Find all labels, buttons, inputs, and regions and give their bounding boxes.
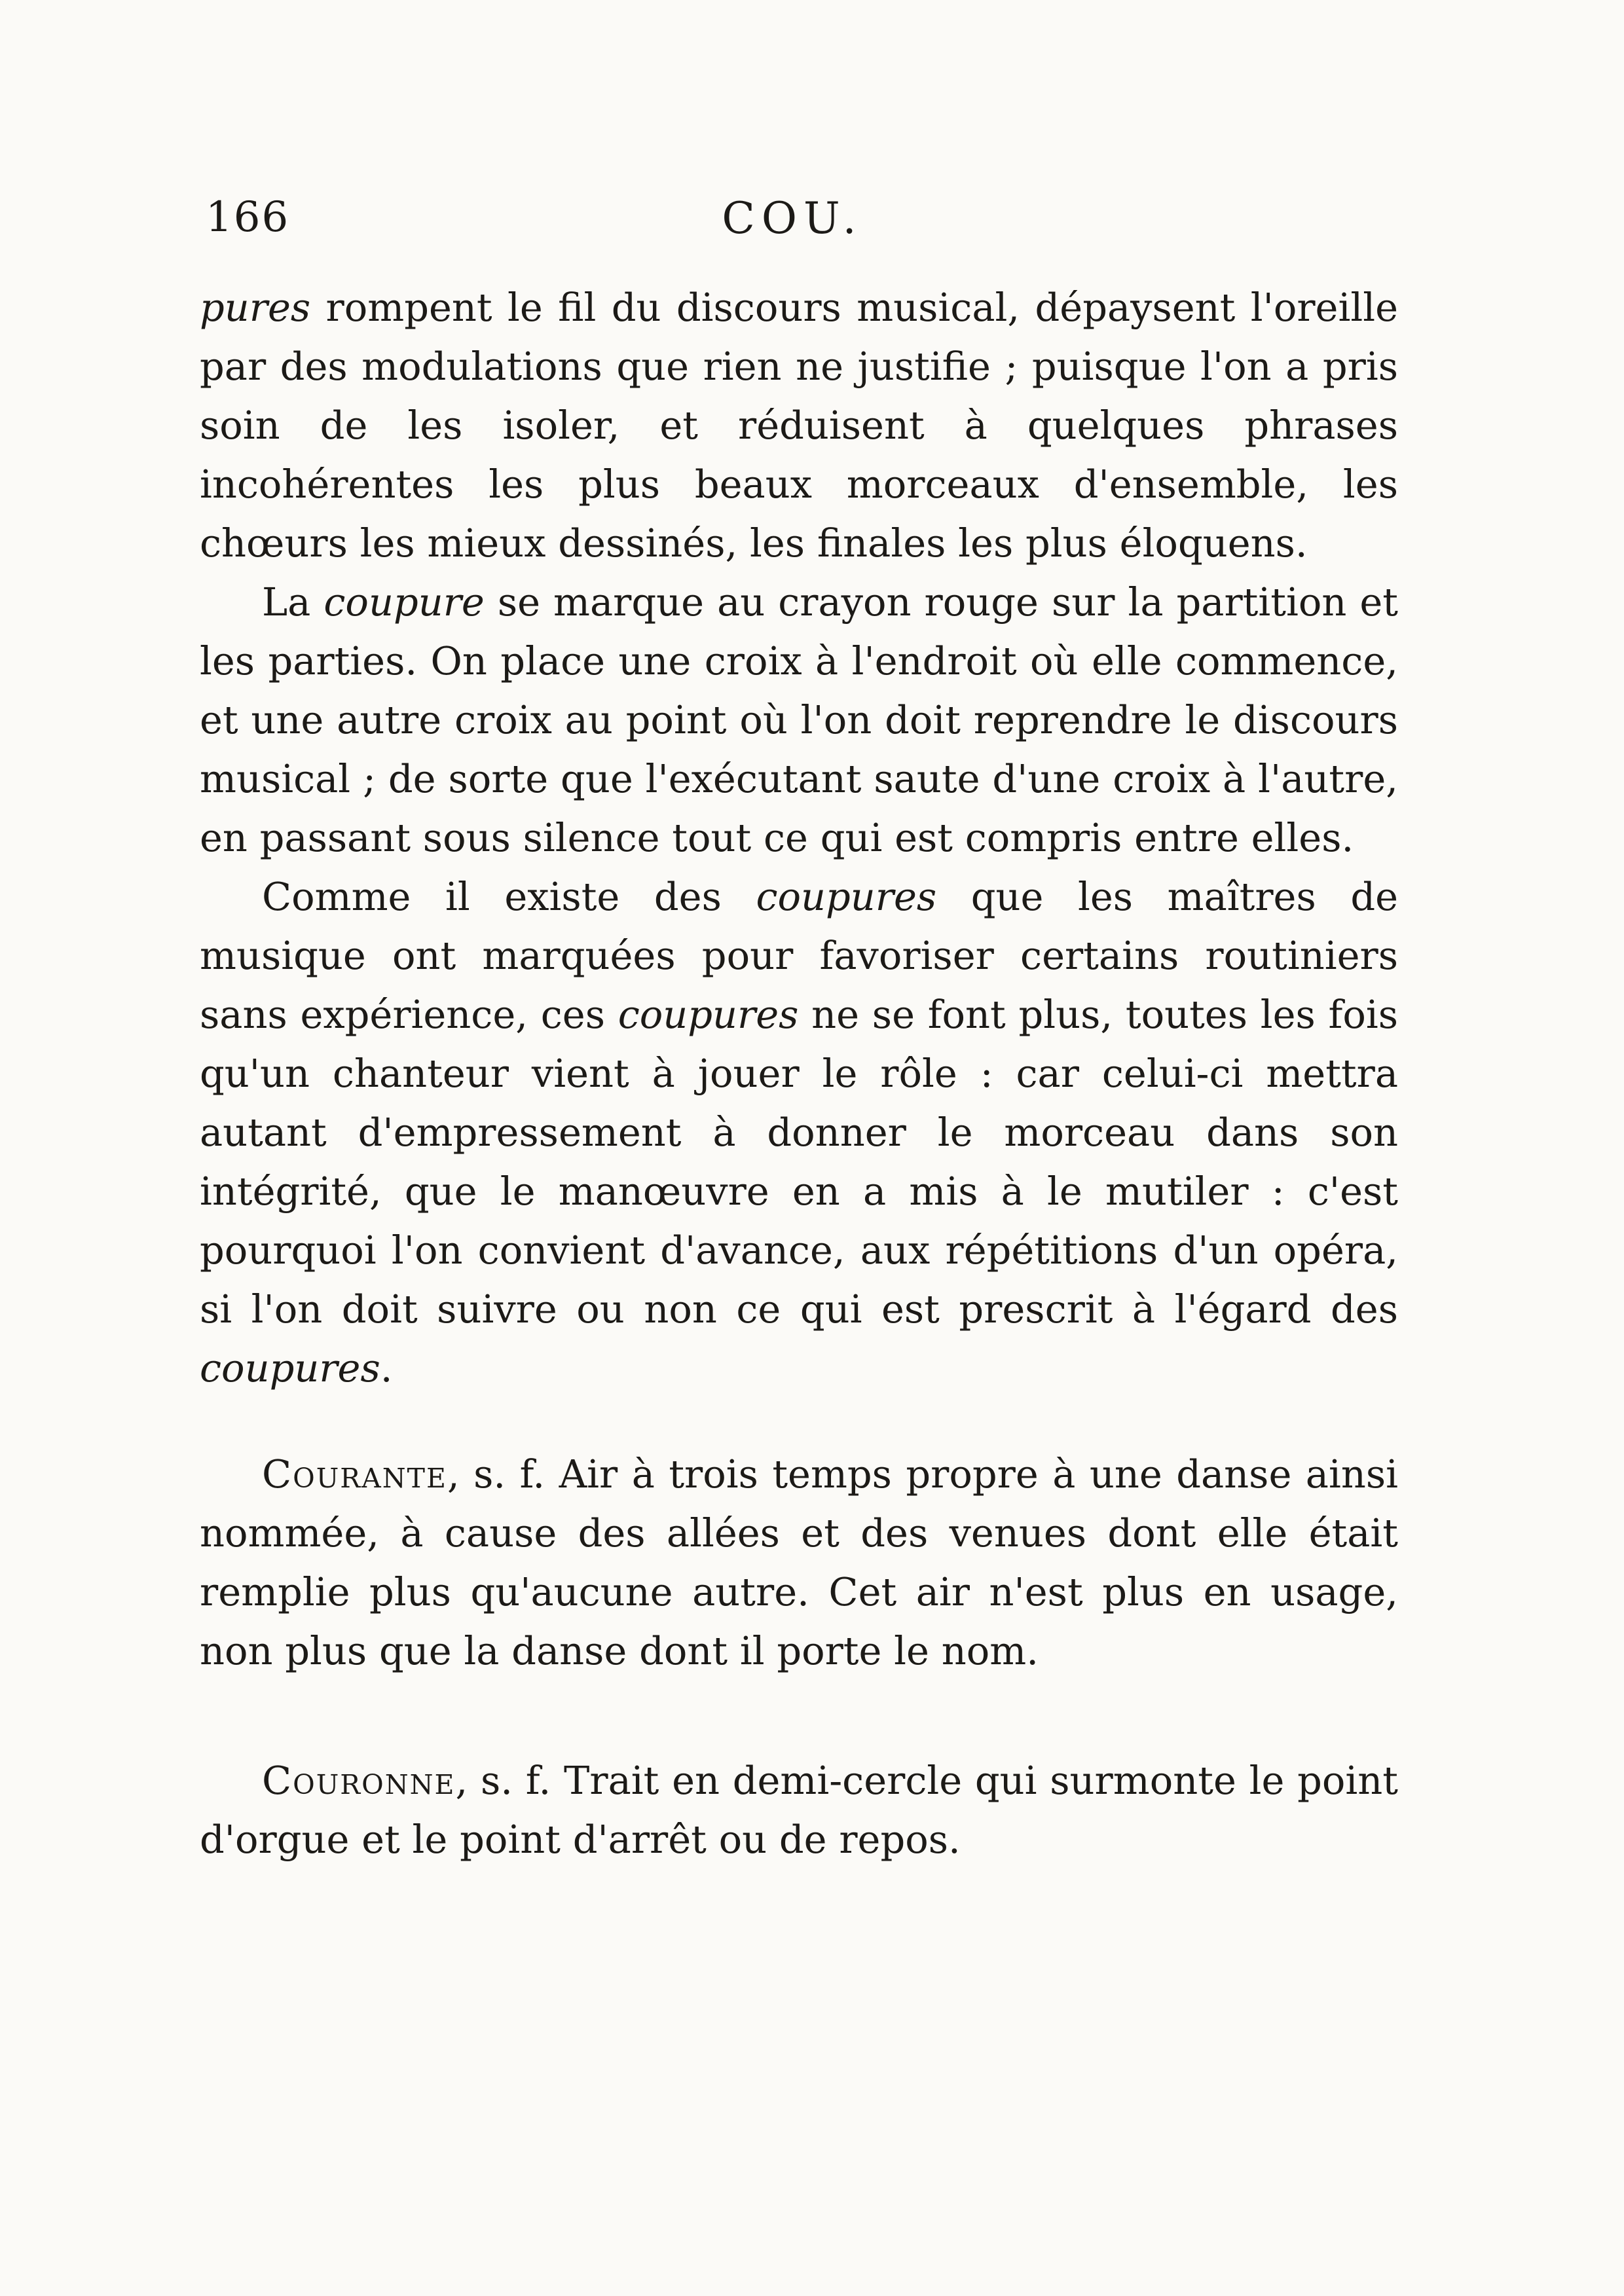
paragraph-coupure-marking — [200, 573, 1398, 867]
continuation-paragraph — [200, 278, 1398, 573]
entry-courante — [200, 1445, 1398, 1681]
paragraph-text: ne se font plus, toutes les fois qu'un chanteur vient à jouer le rôle : car celui-ci mettra autant d'empressement à donner le morceau dans son intégrité, que le manœuvre en a mis à le mutiler : c'est pourquoi l'on convient d'avance, aux répétitions d'un opéra, si l'on doit suivre ou non ce qui est prescrit à l'égard des — [200, 992, 1398, 1332]
headword: Couronne — [262, 1758, 456, 1803]
italic-term: coupures — [756, 874, 937, 919]
page-number: 166 — [206, 193, 290, 242]
definition-text: Trait en demi-cercle qui surmonte le point d'orgue et le point d'arrêt ou de repos. — [200, 1758, 1398, 1862]
definition-text: Air à trois temps propre à une danse ainsi nommée, à cause des allées et des venues dont elle était remplie plus qu'aucune autre. Cet air n'est plus en usage, non plus que la danse dont il porte le nom. — [200, 1451, 1398, 1673]
paragraph-text: . — [380, 1345, 393, 1391]
italic-term: coupures — [200, 1345, 380, 1391]
grammar-label: , s. f. — [447, 1451, 545, 1497]
italic-term: coupures — [618, 992, 799, 1037]
paragraph-text: que les maîtres de musique ont marquées pour favoriser certains routiniers sans expérience, ces — [200, 874, 1398, 1037]
italic-term: pures — [200, 285, 311, 330]
grammar-label: , s. f. — [455, 1758, 551, 1803]
headword: Courante — [262, 1451, 447, 1497]
paragraph-text: se marque au crayon rouge sur la partition et les parties. On place une croix à l'endroit où elle commence, et une autre croix au point où l'on doit reprendre le discours musical ; de sorte que l'exécutant saute d'une croix à l'autre, en passant sous silence tout ce qui est compris entre elles. — [200, 579, 1398, 860]
entry-couronne — [200, 1751, 1398, 1869]
paragraph-text: La — [262, 579, 324, 625]
running-head: COU. — [722, 193, 863, 244]
italic-term: coupure — [323, 579, 485, 625]
paragraph-coupure-masters — [200, 867, 1398, 1398]
body-text — [200, 278, 1398, 1869]
paragraph-text: Comme il existe des — [262, 874, 756, 919]
paragraph-text: rompent le fil du discours musical, dépaysent l'oreille par des modulations que rien ne justifie ; puisque l'on a pris soin de les isoler, et réduisent à quelques phrases incohérentes les plus beaux morceaux d'ensemble, les chœurs les mieux dessinés, les finales les plus éloquens. — [200, 285, 1398, 566]
page-header — [196, 193, 1388, 265]
